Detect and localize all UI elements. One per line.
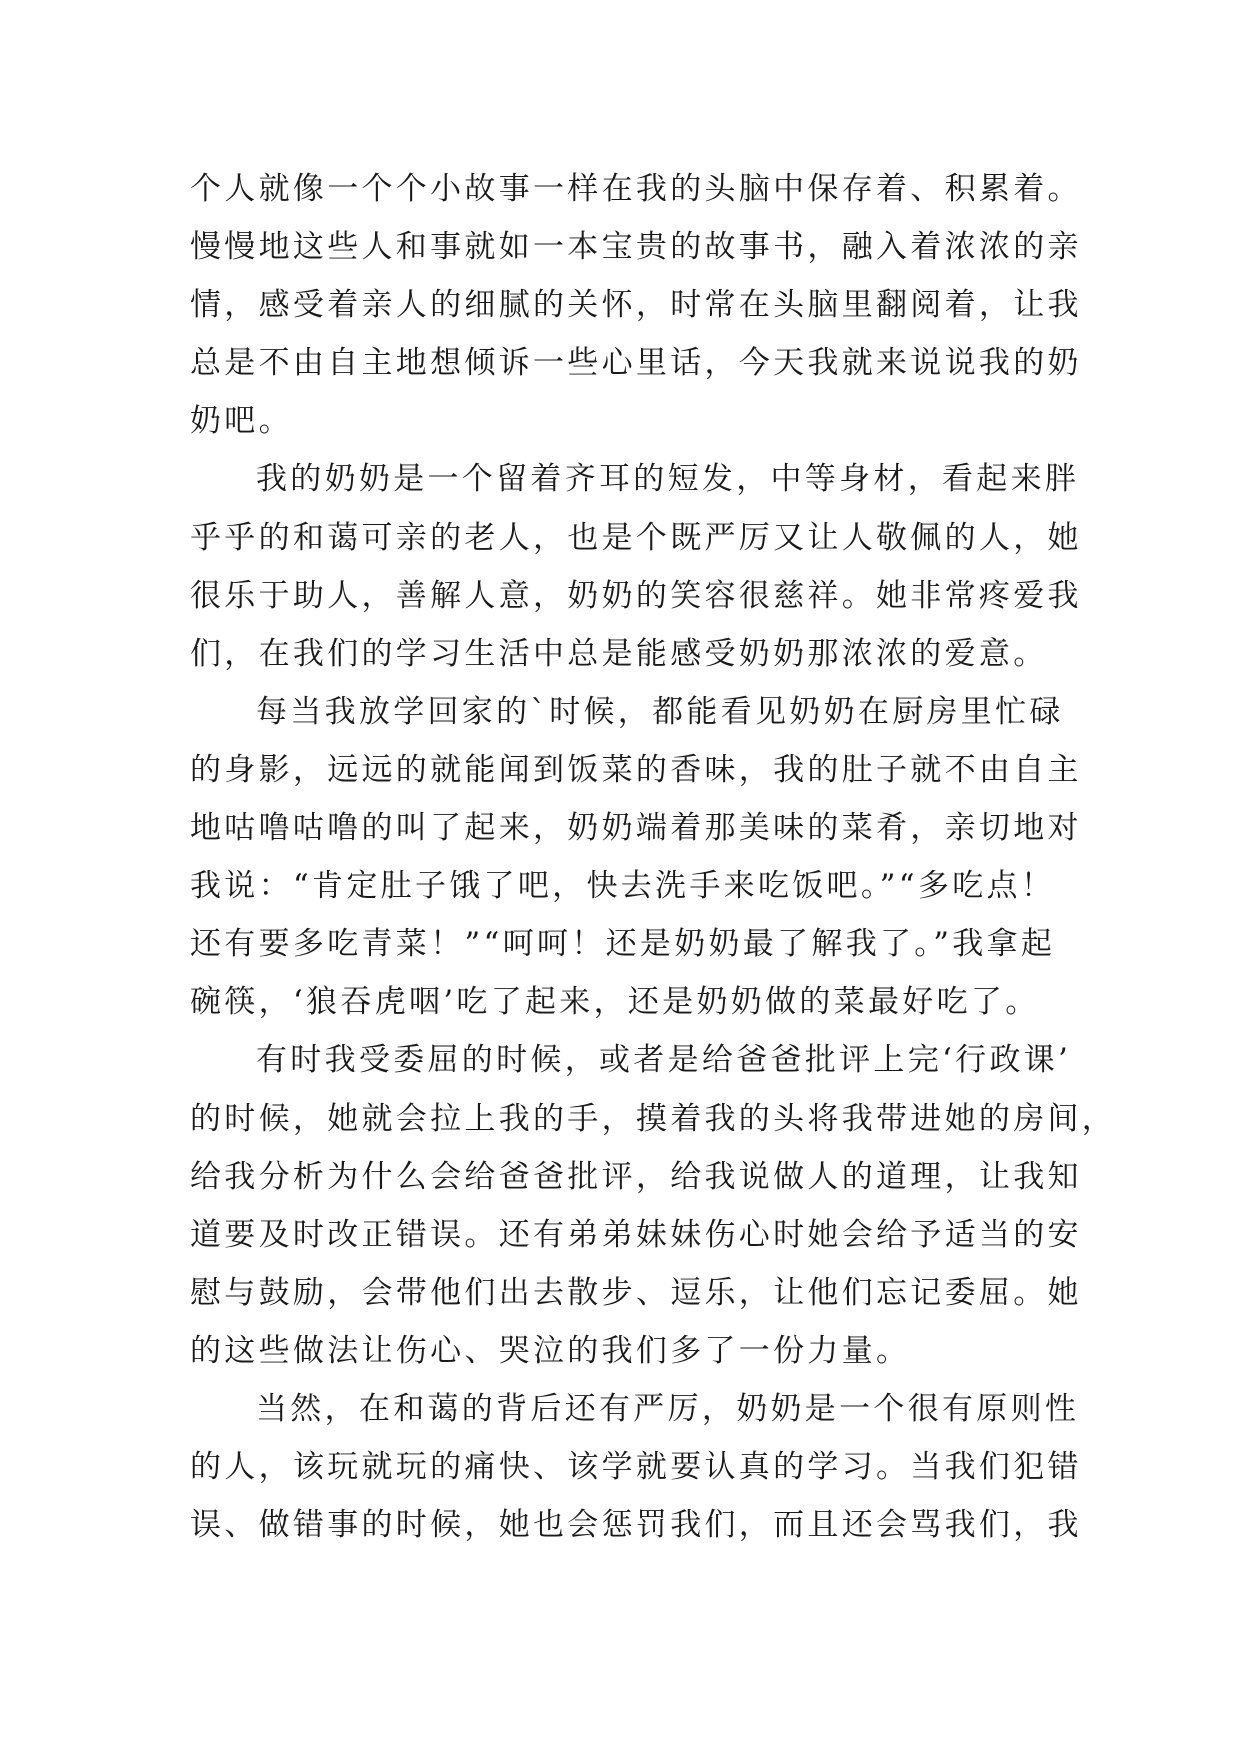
text-line: 给我分析为什么会给爸爸批评，给我说做人的道理，让我知 <box>190 1158 1082 1195</box>
text-line: 总是不由自主地想倾诉一些心里话，今天我就来说说我的奶 <box>190 345 1082 382</box>
paragraph-first-line: 当然，在和蔼的背后还有严厉，奶奶是一个很有原则性 <box>256 1390 1080 1427</box>
essay-body <box>190 160 1117 1554</box>
text-line: 误、做错事的时候，她也会惩罚我们，而且还会骂我们，我 <box>190 1507 1082 1544</box>
text-line: 的人，该玩就玩的痛快、该学就要认真的学习。当我们犯错 <box>190 1449 1082 1486</box>
text-line: 还有要多吃青菜！”“呵呵！还是奶奶最了解我了。”我拿起 <box>190 926 1056 963</box>
text-line: 个人就像一个个小故事一样在我的头脑中保存着、积累着。 <box>190 171 1082 207</box>
text-line: 慰与鼓励，会带他们出去散步、逗乐，让他们忘记委屈。她 <box>190 1274 1082 1311</box>
text-line: 们，在我们的学习生活中总是能感受奶奶那浓浓的爱意。 <box>190 635 1048 672</box>
text-line: 奶吧。 <box>190 403 293 440</box>
text-line: 情，感受着亲人的细腻的关怀，时常在头脑里翻阅着，让我 <box>190 287 1082 324</box>
text-line: 很乐于助人，善解人意，奶奶的笑容很慈祥。她非常疼爱我 <box>190 577 1082 614</box>
text-line: 乎乎的和蔼可亲的老人，也是个既严厉又让人敬佩的人，她 <box>190 519 1082 556</box>
text-line: 碗筷，‘狼吞虎咽’吃了起来，还是奶奶做的菜最好吃了。 <box>190 984 1040 1021</box>
paragraph-first-line: 每当我放学回家的`时候，都能看见奶奶在厨房里忙碌 <box>256 693 1064 730</box>
text-line: 道要及时改正错误。还有弟弟妹妹伤心时她会给予适当的安 <box>190 1216 1082 1253</box>
text-line: 的时候，她就会拉上我的手，摸着我的头将我带进她的房间， <box>190 1100 1117 1137</box>
text-line: 的身影，远远的就能闻到饭菜的香味，我的肚子就不由自主 <box>190 751 1082 788</box>
text-line: 慢慢地这些人和事就如一本宝贵的故事书，融入着浓浓的亲 <box>190 229 1082 266</box>
text-line: 地咕噜咕噜的叫了起来，奶奶端着那美味的菜肴，亲切地对 <box>190 810 1082 847</box>
paragraph-first-line: 我的奶奶是一个留着齐耳的短发，中等身材，看起来胖 <box>256 461 1080 498</box>
text-line: 我说：“肯定肚子饿了吧，快去洗手来吃饭吧。”“多吃点！ <box>190 868 1056 905</box>
paragraph-first-line: 有时我受委屈的时候，或者是给爸爸批评上完‘行政课’ <box>256 1042 1072 1079</box>
text-line: 的这些做法让伤心、哭泣的我们多了一份力量。 <box>190 1332 911 1369</box>
